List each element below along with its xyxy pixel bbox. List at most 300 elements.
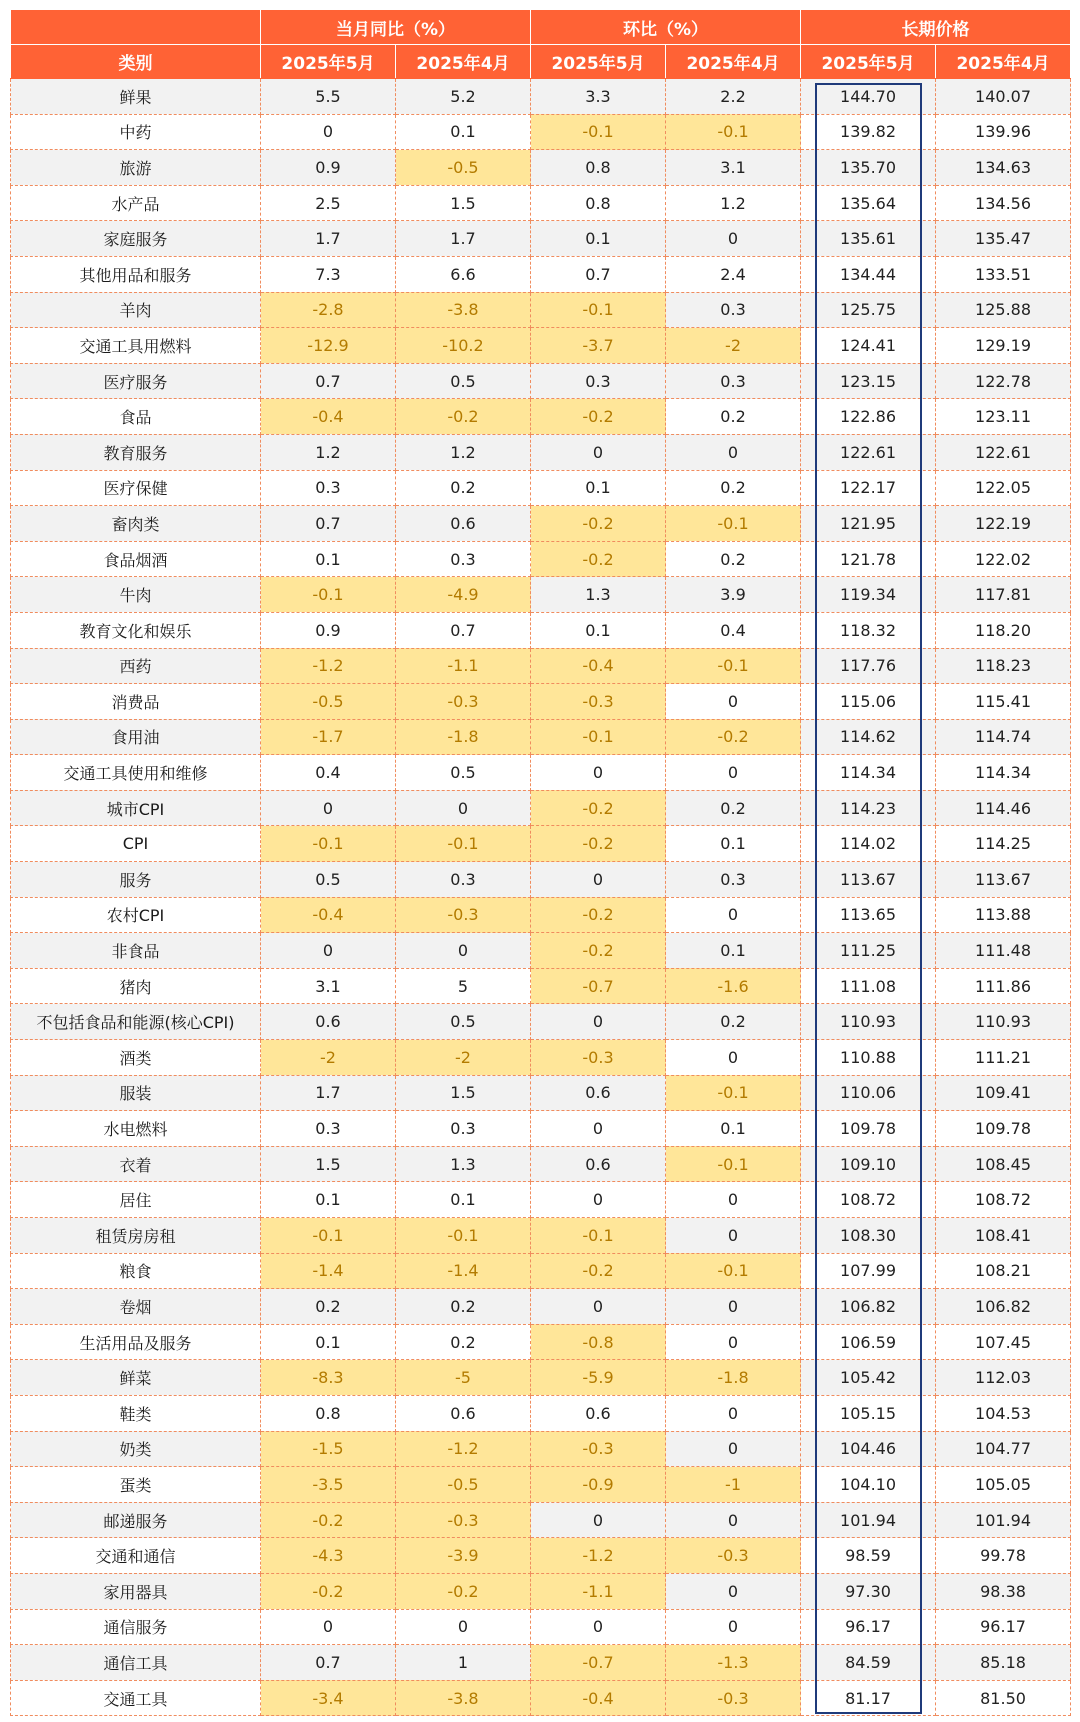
- header-sub-row: [11, 45, 1071, 79]
- category-cell: 食品: [11, 399, 261, 435]
- yoy-apr-cell: -0.5: [396, 1467, 531, 1503]
- price-apr-cell: 99.78: [936, 1538, 1071, 1574]
- mom-may-cell: 0: [531, 1182, 666, 1218]
- table-row: [11, 434, 1071, 470]
- price-may-cell: 114.23: [801, 790, 936, 826]
- yoy-apr-cell: 0: [396, 933, 531, 969]
- category-cell: 通信服务: [11, 1609, 261, 1645]
- yoy-may-cell: 0.7: [261, 1645, 396, 1681]
- price-apr-cell: 135.47: [936, 221, 1071, 257]
- yoy-apr-cell: -0.3: [396, 897, 531, 933]
- category-cell: 生活用品及服务: [11, 1324, 261, 1360]
- table-row: [11, 292, 1071, 328]
- table-row: [11, 1431, 1071, 1467]
- table-row: [11, 1075, 1071, 1111]
- price-apr-cell: 117.81: [936, 577, 1071, 613]
- yoy-apr-cell: 0.2: [396, 1289, 531, 1325]
- yoy-may-cell: 0.7: [261, 363, 396, 399]
- mom-may-cell: 0.6: [531, 1146, 666, 1182]
- mom-may-cell: 0: [531, 862, 666, 898]
- table-row: [11, 684, 1071, 720]
- mom-apr-cell: -1.6: [666, 968, 801, 1004]
- yoy-apr-cell: 1: [396, 1645, 531, 1681]
- table-row: [11, 612, 1071, 648]
- price-apr-cell: 114.46: [936, 790, 1071, 826]
- price-apr-cell: 140.07: [936, 79, 1071, 115]
- table-row: [11, 150, 1071, 186]
- yoy-may-cell: -2.8: [261, 292, 396, 328]
- category-cell: 邮递服务: [11, 1502, 261, 1538]
- yoy-may-cell: 0.6: [261, 1004, 396, 1040]
- yoy-apr-cell: -0.3: [396, 684, 531, 720]
- price-may-cell: 144.70: [801, 79, 936, 115]
- price-may-cell: 124.41: [801, 328, 936, 364]
- mom-may-cell: 0.7: [531, 256, 666, 292]
- table-row: [11, 862, 1071, 898]
- yoy-may-cell: -0.1: [261, 577, 396, 613]
- table-row: [11, 897, 1071, 933]
- mom-may-cell: 0.6: [531, 1395, 666, 1431]
- table-row: [11, 470, 1071, 506]
- yoy-apr-cell: 5.2: [396, 79, 531, 115]
- table-row: [11, 328, 1071, 364]
- yoy-may-cell: 1.5: [261, 1146, 396, 1182]
- yoy-may-cell: -4.3: [261, 1538, 396, 1574]
- price-may-cell: 101.94: [801, 1502, 936, 1538]
- mom-apr-cell: 0.3: [666, 292, 801, 328]
- price-apr-cell: 110.93: [936, 1004, 1071, 1040]
- category-cell: 酒类: [11, 1040, 261, 1076]
- mom-may-cell: -0.7: [531, 968, 666, 1004]
- price-apr-cell: 107.45: [936, 1324, 1071, 1360]
- mom-apr-cell: 0: [666, 1218, 801, 1254]
- mom-may-cell: -0.1: [531, 292, 666, 328]
- price-may-cell: 122.17: [801, 470, 936, 506]
- yoy-apr-cell: 0.5: [396, 755, 531, 791]
- table-row: [11, 1538, 1071, 1574]
- mom-may-cell: -0.2: [531, 897, 666, 933]
- price-may-cell: 84.59: [801, 1645, 936, 1681]
- price-may-cell: 135.70: [801, 150, 936, 186]
- price-apr-cell: 129.19: [936, 328, 1071, 364]
- price-apr-cell: 108.41: [936, 1218, 1071, 1254]
- table-row: [11, 399, 1071, 435]
- header-group-long-term-price: 长期价格: [801, 10, 1071, 45]
- mom-may-cell: -0.3: [531, 684, 666, 720]
- mom-may-cell: -0.9: [531, 1467, 666, 1503]
- price-apr-cell: 109.78: [936, 1111, 1071, 1147]
- mom-apr-cell: 0.2: [666, 790, 801, 826]
- price-apr-cell: 85.18: [936, 1645, 1071, 1681]
- mom-apr-cell: -2: [666, 328, 801, 364]
- table-row: [11, 1253, 1071, 1289]
- yoy-apr-cell: -10.2: [396, 328, 531, 364]
- mom-may-cell: 0.8: [531, 150, 666, 186]
- mom-may-cell: -1.2: [531, 1538, 666, 1574]
- price-apr-cell: 81.50: [936, 1680, 1071, 1716]
- category-cell: 水电燃料: [11, 1111, 261, 1147]
- price-apr-cell: 111.21: [936, 1040, 1071, 1076]
- yoy-apr-cell: 1.7: [396, 221, 531, 257]
- price-may-cell: 125.75: [801, 292, 936, 328]
- yoy-apr-cell: -0.2: [396, 399, 531, 435]
- mom-apr-cell: 0: [666, 1573, 801, 1609]
- price-apr-cell: 112.03: [936, 1360, 1071, 1396]
- price-apr-cell: 111.86: [936, 968, 1071, 1004]
- mom-may-cell: -1.1: [531, 1573, 666, 1609]
- mom-may-cell: 0.1: [531, 221, 666, 257]
- price-may-cell: 119.34: [801, 577, 936, 613]
- table-row: [11, 506, 1071, 542]
- mom-apr-cell: 0: [666, 1395, 801, 1431]
- yoy-may-cell: -0.2: [261, 1502, 396, 1538]
- mom-apr-cell: -0.1: [666, 1253, 801, 1289]
- table-row: [11, 755, 1071, 791]
- yoy-apr-cell: 0.1: [396, 1182, 531, 1218]
- category-cell: 居住: [11, 1182, 261, 1218]
- price-apr-cell: 122.05: [936, 470, 1071, 506]
- price-may-cell: 121.95: [801, 506, 936, 542]
- yoy-may-cell: 0: [261, 1609, 396, 1645]
- table-row: [11, 114, 1071, 150]
- yoy-apr-cell: -2: [396, 1040, 531, 1076]
- mom-apr-cell: 2.4: [666, 256, 801, 292]
- price-apr-cell: 139.96: [936, 114, 1071, 150]
- mom-apr-cell: 0: [666, 1502, 801, 1538]
- price-apr-cell: 115.41: [936, 684, 1071, 720]
- price-may-cell: 122.61: [801, 434, 936, 470]
- mom-may-cell: 1.3: [531, 577, 666, 613]
- table-row: [11, 221, 1071, 257]
- yoy-may-cell: 0.3: [261, 1111, 396, 1147]
- mom-may-cell: -0.8: [531, 1324, 666, 1360]
- yoy-may-cell: -0.2: [261, 1573, 396, 1609]
- category-cell: 不包括食品和能源(核心CPI): [11, 1004, 261, 1040]
- mom-apr-cell: -0.1: [666, 506, 801, 542]
- mom-may-cell: 0: [531, 1004, 666, 1040]
- category-cell: 中药: [11, 114, 261, 150]
- price-apr-cell: 123.11: [936, 399, 1071, 435]
- price-may-cell: 135.61: [801, 221, 936, 257]
- price-apr-cell: 133.51: [936, 256, 1071, 292]
- yoy-may-cell: -0.1: [261, 826, 396, 862]
- price-may-cell: 111.25: [801, 933, 936, 969]
- category-cell: 羊肉: [11, 292, 261, 328]
- price-may-cell: 97.30: [801, 1573, 936, 1609]
- mom-apr-cell: -0.3: [666, 1680, 801, 1716]
- category-cell: 粮食: [11, 1253, 261, 1289]
- table-row: [11, 79, 1071, 115]
- yoy-may-cell: -0.1: [261, 1218, 396, 1254]
- mom-apr-cell: -0.1: [666, 114, 801, 150]
- yoy-apr-cell: -3.9: [396, 1538, 531, 1574]
- price-apr-cell: 113.88: [936, 897, 1071, 933]
- category-cell: 交通工具使用和维修: [11, 755, 261, 791]
- mom-apr-cell: 0: [666, 434, 801, 470]
- price-may-cell: 110.93: [801, 1004, 936, 1040]
- table-row: [11, 1111, 1071, 1147]
- mom-may-cell: -0.4: [531, 648, 666, 684]
- price-may-cell: 107.99: [801, 1253, 936, 1289]
- yoy-may-cell: -12.9: [261, 328, 396, 364]
- price-may-cell: 106.59: [801, 1324, 936, 1360]
- mom-may-cell: -0.1: [531, 719, 666, 755]
- price-may-cell: 96.17: [801, 1609, 936, 1645]
- price-may-cell: 118.32: [801, 612, 936, 648]
- yoy-may-cell: -3.4: [261, 1680, 396, 1716]
- header-yoy-may: 2025年5月: [261, 45, 396, 79]
- mom-apr-cell: 2.2: [666, 79, 801, 115]
- category-cell: 猪肉: [11, 968, 261, 1004]
- category-cell: 教育文化和娱乐: [11, 612, 261, 648]
- mom-may-cell: -0.2: [531, 790, 666, 826]
- category-cell: 服务: [11, 862, 261, 898]
- mom-may-cell: 0: [531, 1289, 666, 1325]
- yoy-may-cell: -1.5: [261, 1431, 396, 1467]
- mom-apr-cell: 0.2: [666, 1004, 801, 1040]
- price-apr-cell: 125.88: [936, 292, 1071, 328]
- price-may-cell: 108.30: [801, 1218, 936, 1254]
- category-cell: 医疗保健: [11, 470, 261, 506]
- category-cell: 食用油: [11, 719, 261, 755]
- mom-apr-cell: -0.1: [666, 648, 801, 684]
- yoy-apr-cell: 0.5: [396, 363, 531, 399]
- table-row: [11, 577, 1071, 613]
- header-yoy-apr: 2025年4月: [396, 45, 531, 79]
- price-may-cell: 135.64: [801, 185, 936, 221]
- price-apr-cell: 104.77: [936, 1431, 1071, 1467]
- price-apr-cell: 108.21: [936, 1253, 1071, 1289]
- yoy-apr-cell: -3.8: [396, 1680, 531, 1716]
- price-apr-cell: 105.05: [936, 1467, 1071, 1503]
- mom-apr-cell: 0: [666, 1431, 801, 1467]
- header-blank-cell: [11, 10, 261, 45]
- price-may-cell: 114.02: [801, 826, 936, 862]
- table-row: [11, 1502, 1071, 1538]
- mom-apr-cell: -0.3: [666, 1538, 801, 1574]
- category-cell: 畜肉类: [11, 506, 261, 542]
- category-cell: 通信工具: [11, 1645, 261, 1681]
- mom-apr-cell: 0: [666, 1040, 801, 1076]
- price-may-cell: 110.06: [801, 1075, 936, 1111]
- table-row: [11, 1395, 1071, 1431]
- yoy-may-cell: -3.5: [261, 1467, 396, 1503]
- price-apr-cell: 118.20: [936, 612, 1071, 648]
- price-apr-cell: 108.72: [936, 1182, 1071, 1218]
- yoy-apr-cell: -5: [396, 1360, 531, 1396]
- table-row: [11, 1040, 1071, 1076]
- table-header: [11, 10, 1071, 79]
- price-apr-cell: 122.61: [936, 434, 1071, 470]
- yoy-may-cell: 0.4: [261, 755, 396, 791]
- yoy-may-cell: -1.2: [261, 648, 396, 684]
- category-cell: 水产品: [11, 185, 261, 221]
- yoy-may-cell: 0: [261, 933, 396, 969]
- yoy-apr-cell: -0.3: [396, 1502, 531, 1538]
- yoy-apr-cell: 1.5: [396, 1075, 531, 1111]
- mom-may-cell: 0.8: [531, 185, 666, 221]
- category-cell: 食品烟酒: [11, 541, 261, 577]
- yoy-apr-cell: 0.1: [396, 114, 531, 150]
- price-apr-cell: 134.56: [936, 185, 1071, 221]
- price-may-cell: 104.46: [801, 1431, 936, 1467]
- mom-apr-cell: -0.1: [666, 1146, 801, 1182]
- yoy-apr-cell: -0.1: [396, 826, 531, 862]
- mom-may-cell: 0: [531, 1502, 666, 1538]
- yoy-may-cell: 3.1: [261, 968, 396, 1004]
- price-may-cell: 108.72: [801, 1182, 936, 1218]
- category-cell: 鲜果: [11, 79, 261, 115]
- category-cell: 消费品: [11, 684, 261, 720]
- table-row: [11, 1609, 1071, 1645]
- yoy-may-cell: 1.7: [261, 1075, 396, 1111]
- mom-apr-cell: 0: [666, 755, 801, 791]
- table-row: [11, 1680, 1071, 1716]
- price-apr-cell: 114.74: [936, 719, 1071, 755]
- yoy-may-cell: 1.7: [261, 221, 396, 257]
- mom-may-cell: 0: [531, 434, 666, 470]
- table-row: [11, 1004, 1071, 1040]
- yoy-apr-cell: 0: [396, 1609, 531, 1645]
- table-row: [11, 1645, 1071, 1681]
- header-mom-may: 2025年5月: [531, 45, 666, 79]
- table-row: [11, 1467, 1071, 1503]
- table-row: [11, 1573, 1071, 1609]
- mom-may-cell: 0: [531, 1609, 666, 1645]
- yoy-apr-cell: -1.2: [396, 1431, 531, 1467]
- mom-apr-cell: -1.8: [666, 1360, 801, 1396]
- category-cell: 蛋类: [11, 1467, 261, 1503]
- yoy-may-cell: -0.5: [261, 684, 396, 720]
- mom-may-cell: -0.4: [531, 1680, 666, 1716]
- price-apr-cell: 122.78: [936, 363, 1071, 399]
- yoy-may-cell: 0.1: [261, 1324, 396, 1360]
- yoy-apr-cell: 0.7: [396, 612, 531, 648]
- cpi-table: [10, 9, 1071, 1716]
- yoy-apr-cell: 0.5: [396, 1004, 531, 1040]
- mom-apr-cell: 0.4: [666, 612, 801, 648]
- price-may-cell: 113.67: [801, 862, 936, 898]
- mom-may-cell: 0.6: [531, 1075, 666, 1111]
- category-cell: 西药: [11, 648, 261, 684]
- header-group-mom: 环比（%）: [531, 10, 801, 45]
- price-may-cell: 122.86: [801, 399, 936, 435]
- yoy-may-cell: 0.1: [261, 1182, 396, 1218]
- category-cell: 交通和通信: [11, 1538, 261, 1574]
- category-cell: 其他用品和服务: [11, 256, 261, 292]
- category-cell: 家用器具: [11, 1573, 261, 1609]
- yoy-may-cell: 0.3: [261, 470, 396, 506]
- header-group-yoy: 当月同比（%）: [261, 10, 531, 45]
- mom-apr-cell: 0.3: [666, 363, 801, 399]
- table-row: [11, 1289, 1071, 1325]
- header-category: 类别: [11, 45, 261, 79]
- yoy-apr-cell: 1.3: [396, 1146, 531, 1182]
- yoy-may-cell: -1.7: [261, 719, 396, 755]
- price-apr-cell: 122.02: [936, 541, 1071, 577]
- mom-apr-cell: 1.2: [666, 185, 801, 221]
- price-may-cell: 109.10: [801, 1146, 936, 1182]
- table-row: [11, 363, 1071, 399]
- mom-apr-cell: 0: [666, 897, 801, 933]
- price-apr-cell: 134.63: [936, 150, 1071, 186]
- table-row: [11, 968, 1071, 1004]
- price-apr-cell: 114.25: [936, 826, 1071, 862]
- mom-may-cell: -0.1: [531, 114, 666, 150]
- yoy-may-cell: 7.3: [261, 256, 396, 292]
- yoy-may-cell: 0.5: [261, 862, 396, 898]
- yoy-apr-cell: 0: [396, 790, 531, 826]
- yoy-apr-cell: 0.2: [396, 1324, 531, 1360]
- price-may-cell: 113.65: [801, 897, 936, 933]
- price-may-cell: 98.59: [801, 1538, 936, 1574]
- mom-may-cell: -0.2: [531, 399, 666, 435]
- category-cell: 衣着: [11, 1146, 261, 1182]
- table-row: [11, 185, 1071, 221]
- price-apr-cell: 106.82: [936, 1289, 1071, 1325]
- category-cell: 旅游: [11, 150, 261, 186]
- table-row: [11, 541, 1071, 577]
- table-row: [11, 826, 1071, 862]
- category-cell: 租赁房房租: [11, 1218, 261, 1254]
- yoy-apr-cell: -1.1: [396, 648, 531, 684]
- price-apr-cell: 113.67: [936, 862, 1071, 898]
- price-may-cell: 134.44: [801, 256, 936, 292]
- table-row: [11, 648, 1071, 684]
- price-apr-cell: 109.41: [936, 1075, 1071, 1111]
- mom-may-cell: 0: [531, 755, 666, 791]
- mom-apr-cell: 0.3: [666, 862, 801, 898]
- price-may-cell: 105.15: [801, 1395, 936, 1431]
- table-row: [11, 1218, 1071, 1254]
- header-price-may: 2025年5月: [801, 45, 936, 79]
- price-apr-cell: 122.19: [936, 506, 1071, 542]
- mom-apr-cell: -1.3: [666, 1645, 801, 1681]
- yoy-apr-cell: -0.1: [396, 1218, 531, 1254]
- price-may-cell: 117.76: [801, 648, 936, 684]
- yoy-may-cell: 0.7: [261, 506, 396, 542]
- mom-may-cell: -5.9: [531, 1360, 666, 1396]
- yoy-may-cell: 0.2: [261, 1289, 396, 1325]
- table-row: [11, 256, 1071, 292]
- yoy-may-cell: 0.8: [261, 1395, 396, 1431]
- yoy-may-cell: 5.5: [261, 79, 396, 115]
- category-cell: 鞋类: [11, 1395, 261, 1431]
- mom-may-cell: -0.2: [531, 826, 666, 862]
- yoy-may-cell: 0: [261, 790, 396, 826]
- header-mom-apr: 2025年4月: [666, 45, 801, 79]
- yoy-apr-cell: -3.8: [396, 292, 531, 328]
- price-may-cell: 105.42: [801, 1360, 936, 1396]
- mom-apr-cell: 0: [666, 1289, 801, 1325]
- mom-apr-cell: 0.1: [666, 826, 801, 862]
- yoy-may-cell: -0.4: [261, 399, 396, 435]
- mom-apr-cell: 0: [666, 1324, 801, 1360]
- yoy-may-cell: 0: [261, 114, 396, 150]
- price-apr-cell: 111.48: [936, 933, 1071, 969]
- price-apr-cell: 96.17: [936, 1609, 1071, 1645]
- yoy-apr-cell: 5: [396, 968, 531, 1004]
- mom-apr-cell: 0.1: [666, 1111, 801, 1147]
- yoy-apr-cell: 0.2: [396, 470, 531, 506]
- price-may-cell: 111.08: [801, 968, 936, 1004]
- mom-apr-cell: -0.2: [666, 719, 801, 755]
- yoy-may-cell: 0.9: [261, 150, 396, 186]
- category-cell: 交通工具用燃料: [11, 328, 261, 364]
- mom-may-cell: -0.2: [531, 541, 666, 577]
- yoy-apr-cell: 0.3: [396, 1111, 531, 1147]
- yoy-may-cell: 2.5: [261, 185, 396, 221]
